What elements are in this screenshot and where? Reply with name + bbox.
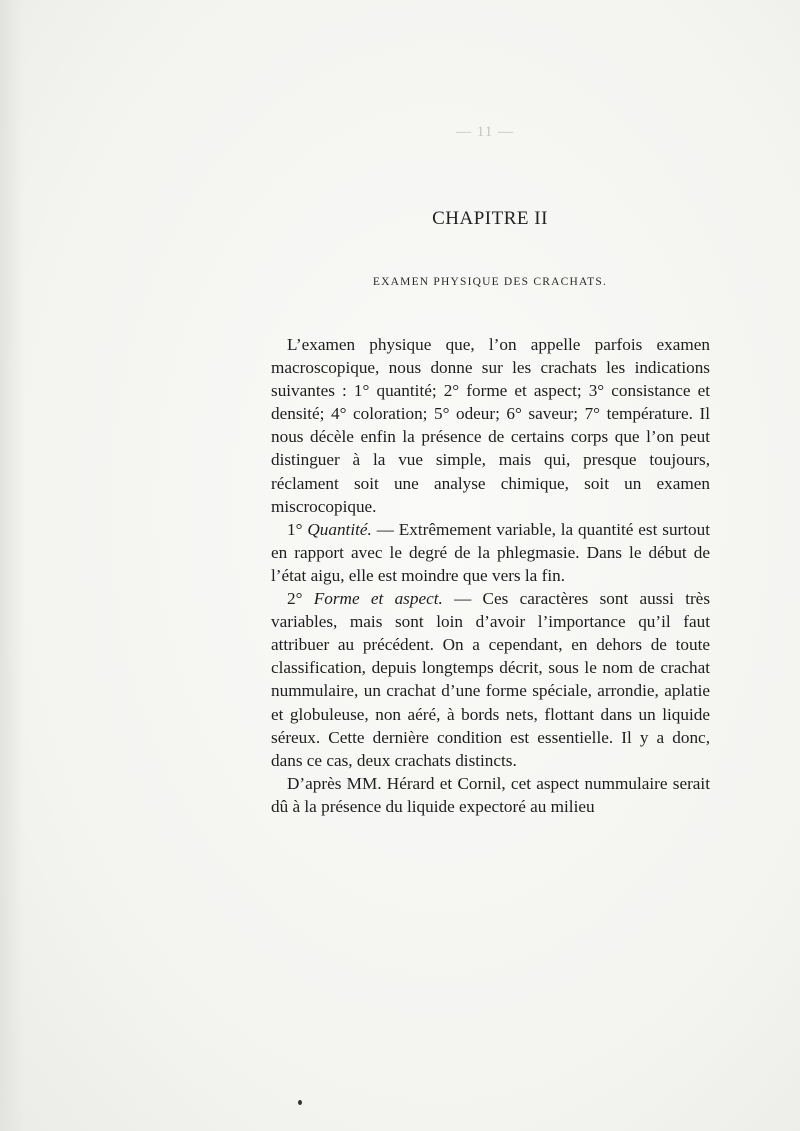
- page-number: — 11 —: [456, 124, 514, 140]
- page-fold-shadow: [0, 0, 24, 1131]
- body-text: [271, 333, 710, 818]
- item-heading: Forme et aspect.: [313, 589, 443, 609]
- item-text: — Extrêmement variable, la quantité est surtout en rapport avec le degré de la phlegmasie. Dans le début de l’état aigu, elle est moindre que vers la fin.: [271, 519, 710, 585]
- item-text: — Ces caractères sont aussi très variables, mais sont loin d’avoir l’importance qu’il faut attribuer au précédent. On a cependant, en dehors de toute classification, depuis longtemps décrit, sous le nom de crachat nummulaire, un crachat d’une forme spéciale, arrondie, aplatie et globuleuse, non aéré, à bords nets, flottant dans un liquide séreux. Cette dernière condition est essentielle. Il y a donc, dans ce cas, deux crachats distincts.: [271, 589, 711, 770]
- paragraph-herard-cornil: D’après MM. Hérard et Cornil, cet aspect nummulaire serait dû à la présence du liquide expectoré au milieu: [271, 773, 710, 816]
- paragraph-quantite: [271, 518, 710, 587]
- item-heading: Quantité.: [307, 519, 372, 539]
- chapter-title: CHAPITRE II: [432, 208, 548, 229]
- paragraph-forme: [271, 587, 710, 772]
- ink-speck: [298, 1100, 302, 1105]
- paragraph-intro: L’examen physique que, l’on appelle parfois examen macroscopique, nous donne sur les crachats les indications suivantes : 1° quantité; 2° forme et aspect; 3° consistance et densité; 4° coloration; 5° odeur; 6° saveur; 7° température. Il nous décèle enfin la présence de certains corps que l’on peut distinguer à la vue simple, mais qui, presque toujours, réclament soit une analyse chimique, soit un examen miscrocopique.: [271, 335, 710, 516]
- item-number: 1°: [287, 519, 308, 539]
- item-number: 2°: [287, 589, 314, 609]
- section-title: EXAMEN PHYSIQUE DES CRACHATS.: [372, 276, 608, 288]
